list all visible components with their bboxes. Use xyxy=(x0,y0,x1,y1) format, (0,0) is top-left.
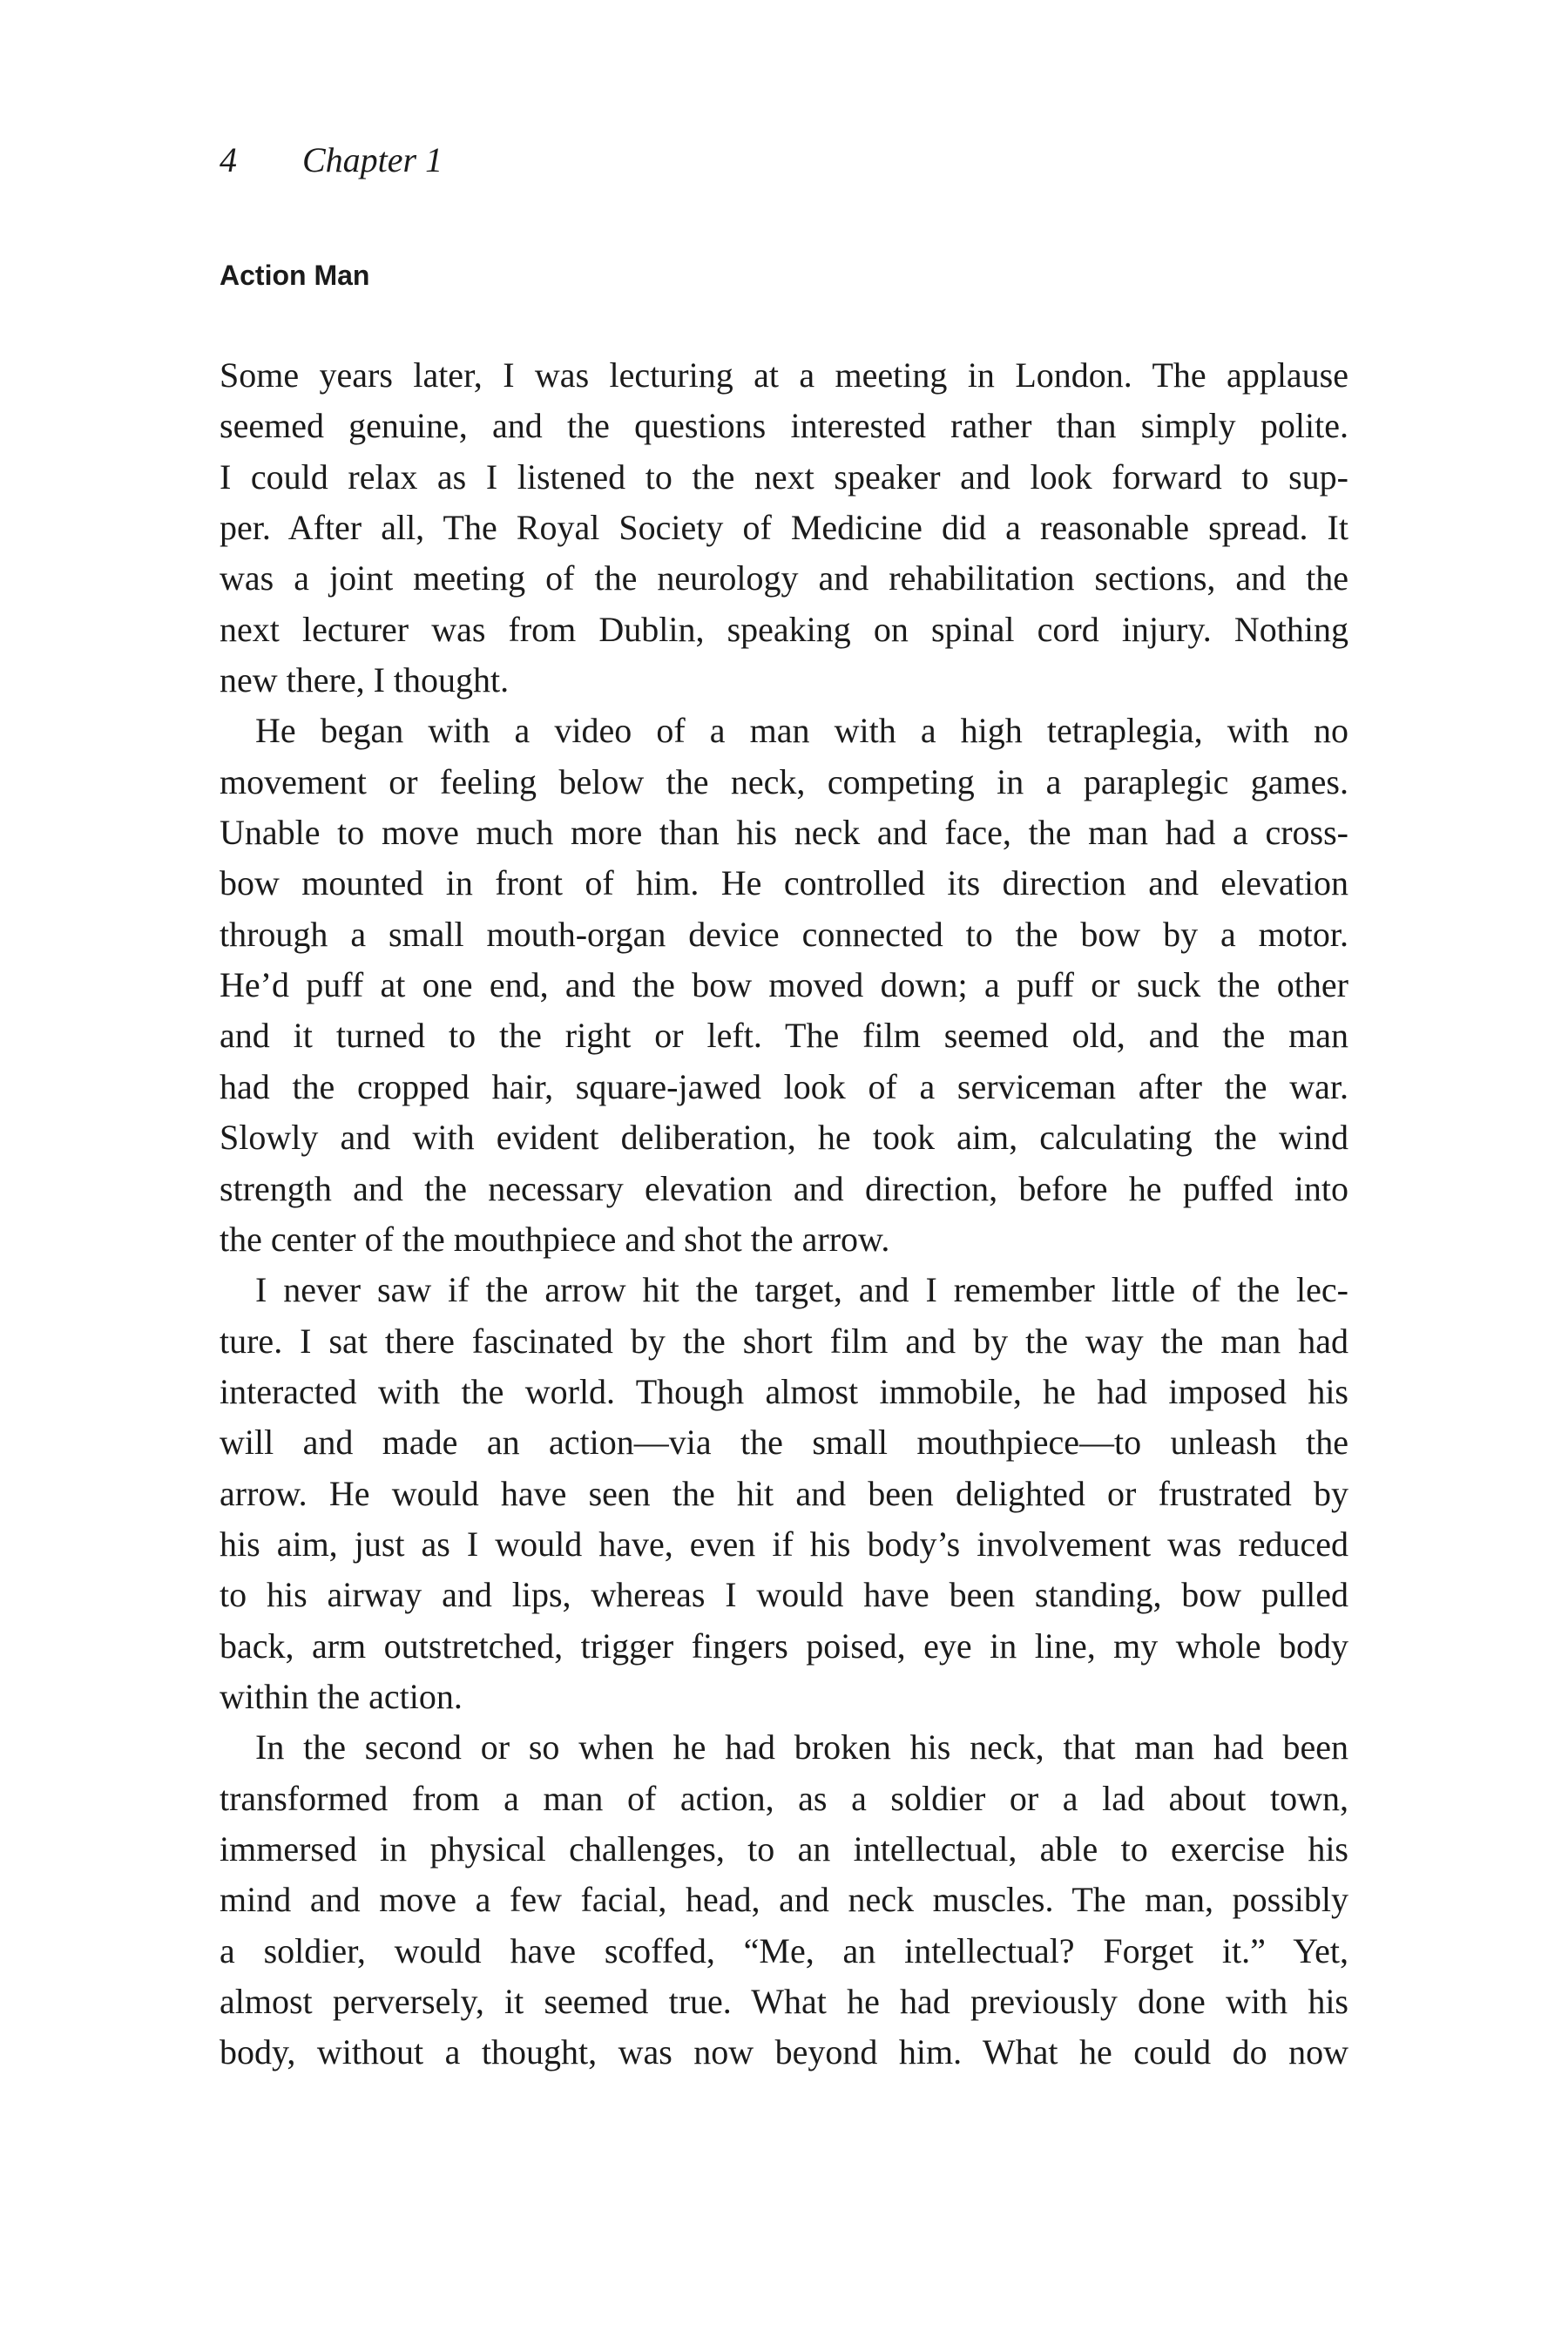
text-line: seemed genuine, and the questions interested rather than simply polite. xyxy=(220,406,1348,446)
text-line: ture. I sat there fascinated by the short film and by the way the man had xyxy=(220,1321,1348,1361)
text-line: interacted with the world. Though almost immobile, he had imposed his xyxy=(220,1371,1348,1411)
text-line: transformed from a man of action, as a soldier or a lad about town, xyxy=(220,1778,1348,1818)
text-line: Slowly and with evident deliberation, he took aim, calculating the wind xyxy=(220,1118,1348,1158)
text-line: had the cropped hair, square-jawed look of a serviceman after the war. xyxy=(220,1066,1348,1106)
text-line: bow mounted in front of him. He controlled its direction and elevation xyxy=(220,863,1348,903)
text-line: movement or feeling below the neck, competing in a paraplegic games. xyxy=(220,761,1348,801)
text-line: In the second or so when he had broken his neck, that man had been xyxy=(255,1727,1348,1767)
running-head xyxy=(220,139,443,181)
text-line: next lecturer was from Dublin, speaking on spinal cord injury. Nothing xyxy=(220,609,1348,649)
text-line: the center of the mouthpiece and shot the arrow. xyxy=(220,1219,890,1259)
text-line: body, without a thought, was now beyond him. What he could do now xyxy=(220,2032,1348,2072)
text-line: He began with a video of a man with a high tetraplegia, with no xyxy=(255,711,1348,751)
text-line: was a joint meeting of the neurology and rehabilitation sections, and the xyxy=(220,558,1348,598)
chapter-label: Chapter 1 xyxy=(302,140,443,179)
page-number: 4 xyxy=(220,140,237,179)
text-line: Some years later, I was lecturing at a meeting in London. The applause xyxy=(220,355,1348,395)
text-line: strength and the necessary elevation and direction, before he puffed into xyxy=(220,1168,1348,1208)
text-line: his aim, just as I would have, even if his body’s involvement was reduced xyxy=(220,1524,1348,1564)
text-line: within the action. xyxy=(220,1676,463,1716)
text-line: back, arm outstretched, trigger fingers poised, eye in line, my whole body xyxy=(220,1625,1348,1666)
text-line: mind and move a few facial, head, and neck muscles. The man, possibly xyxy=(220,1880,1348,1920)
section-title: Action Man xyxy=(220,260,370,291)
text-line: immersed in physical challenges, to an intellectual, able to exercise his xyxy=(220,1828,1348,1869)
text-line: Unable to move much more than his neck and face, the man had a cross- xyxy=(220,813,1348,853)
text-line: He’d puff at one end, and the bow moved down; a puff or suck the other xyxy=(220,965,1348,1005)
text-line: a soldier, would have scoffed, “Me, an intellectual? Forget it.” Yet, xyxy=(220,1930,1348,1970)
text-line: arrow. He would have seen the hit and been delighted or frustrated by xyxy=(220,1473,1348,1513)
text-line: will and made an action—via the small mouthpiece—to unleash the xyxy=(220,1423,1348,1463)
text-line: I never saw if the arrow hit the target, and I remember little of the lec- xyxy=(255,1270,1348,1310)
text-line: and it turned to the right or left. The film seemed old, and the man xyxy=(220,1016,1348,1056)
text-line: per. After all, The Royal Society of Medicine did a reasonable spread. It xyxy=(220,508,1348,548)
text-line: new there, I thought. xyxy=(220,660,510,700)
text-line: almost perversely, it seemed true. What he had previously done with his xyxy=(220,1982,1348,2021)
body-text xyxy=(220,350,1348,2078)
text-line: I could relax as I listened to the next speaker and look forward to sup- xyxy=(220,456,1348,497)
text-line: through a small mouth-organ device connected to the bow by a motor. xyxy=(220,914,1348,954)
text-line: to his airway and lips, whereas I would have been standing, bow pulled xyxy=(220,1575,1348,1615)
